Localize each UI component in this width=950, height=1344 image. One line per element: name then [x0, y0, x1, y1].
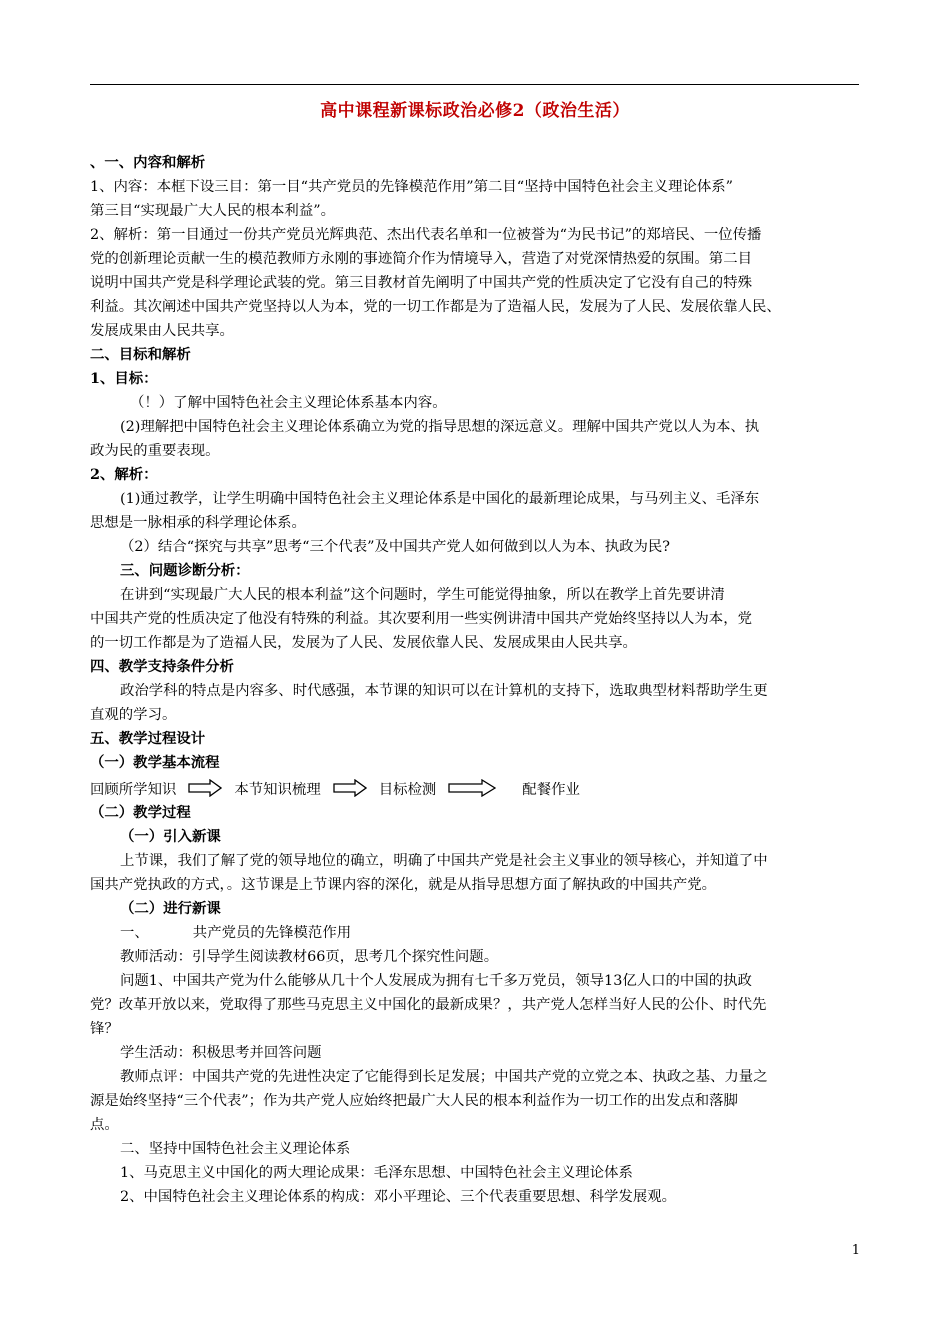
subheading-intro: （一）引入新课	[120, 828, 221, 845]
analysis-item-2: （2）结合“探究与共享”思考“三个代表”及中国共产党人如何做到以人为本、执政为民?	[120, 539, 670, 555]
section-heading-2: 二、目标和解析	[90, 346, 191, 363]
paragraph-line: 上节课，我们了解了党的领导地位的确立，明确了中国共产党是社会主义事业的领导核心，并知道了中	[120, 853, 768, 869]
paragraph-line: 思想是一脉相承的科学理论体系。	[90, 515, 306, 531]
document-body	[90, 151, 860, 1209]
teacher-comment: 教师点评：中国共产党的先进性决定了它能得到长足发展；中国共产党的立党之本、执政之基、力量之	[120, 1069, 768, 1085]
flow-step-4: 配餐作业	[522, 781, 580, 798]
subheading-goals: 1、目标：	[90, 370, 158, 387]
teaching-flow	[90, 775, 860, 801]
lesson-item-2-1: 1、马克思主义中国化的两大理论成果：毛泽东思想、中国特色社会主义理论体系	[120, 1165, 633, 1181]
section-heading-4: 四、教学支持条件分析	[90, 658, 234, 675]
paragraph-line: 政治学科的特点是内容多、时代感强，本节课的知识可以在计算机的支持下，选取典型材料帮助学生更	[120, 683, 768, 699]
paragraph-line: 说明中国共产党是科学理论武装的党。第三目教材首先阐明了中国共产党的性质决定了它没有自己的特殊	[90, 275, 752, 291]
right-arrow-icon	[188, 779, 222, 797]
subheading-analysis: 2、解析：	[90, 466, 158, 483]
section-heading-5: 五、教学过程设计	[90, 730, 206, 747]
lesson-item-1	[90, 921, 860, 945]
goal-item-1: （！）了解中国特色社会主义理论体系基本内容。	[130, 395, 447, 411]
paragraph-line: 点。	[90, 1117, 119, 1133]
paragraph-line: 政为民的重要表现。	[90, 443, 220, 459]
lesson-item-number: 一、	[120, 925, 149, 941]
paragraph-line: 2、解析：第一目通过一份共产党员光辉典范、杰出代表名单和一位被誉为“为民书记”的郑培民、一位传播	[90, 227, 762, 243]
page-number: 1	[851, 1243, 860, 1258]
header-rule	[90, 84, 859, 85]
paragraph-line: 的一切工作都是为了造福人民，发展为了人民、发展依靠人民、发展成果由人民共享。	[90, 635, 637, 651]
paragraph-line: 发展成果由人民共享。	[90, 323, 234, 339]
right-arrow-icon	[448, 779, 496, 797]
paragraph-line: 在讲到“实现最广大人民的根本利益”这个问题时，学生可能觉得抽象，所以在教学上首先要讲清	[120, 587, 725, 603]
flow-step-3: 目标检测	[378, 781, 437, 798]
lesson-item-2: 二、坚持中国特色社会主义理论体系	[120, 1141, 351, 1157]
flow-step-1: 回顾所学知识	[90, 781, 177, 798]
paragraph-line: 源是始终坚持“三个代表”；作为共产党人应始终把最广大人民的根本利益作为一切工作的出发点和落脚	[90, 1093, 738, 1109]
subheading-process: （二）教学过程	[90, 804, 191, 821]
paragraph-line: 利益。其次阐述中国共产党坚持以人为本，党的一切工作都是为了造福人民，发展为了人民、发展依靠人民、	[90, 299, 781, 315]
paragraph-line: 中国共产党的性质决定了他没有特殊的利益。其次要利用一些实例讲清中国共产党始终坚持以人为本，党	[90, 611, 752, 627]
right-arrow-icon	[333, 779, 367, 797]
paragraph-line: 锋？	[90, 1021, 119, 1037]
paragraph-line: 党？改革开放以来，党取得了那些马克思主义中国化的最新成果？，共产党人怎样当好人民的公仆、时代先	[90, 997, 767, 1013]
paragraph-line: 第三目“实现最广大人民的根本利益”。	[90, 203, 335, 219]
paragraph-line: 直观的学习。	[90, 707, 177, 723]
paragraph-line: 1、内容：本框下设三目：第一目“共产党员的先锋模范作用”第二目“坚持中国特色社会主义理论体系”	[90, 179, 733, 195]
subheading-flow: （一）教学基本流程	[90, 754, 220, 771]
document-title: 高中课程新课标政治必修2（政治生活）	[320, 101, 630, 121]
flow-step-2: 本节知识梳理	[234, 781, 321, 798]
subheading-new-lesson: （二）进行新课	[120, 900, 221, 917]
section-heading-1: 、一、内容和解析	[90, 154, 206, 171]
student-activity: 学生活动：积极思考并回答问题	[120, 1045, 322, 1061]
teacher-activity: 教师活动：引导学生阅读教材66页，思考几个探究性问题。	[120, 949, 499, 965]
analysis-item-1: (1)通过教学，让学生明确中国特色社会主义理论体系是中国化的最新理论成果，与马列主义、毛泽东	[120, 491, 760, 507]
section-heading-3: 三、问题诊断分析：	[120, 562, 250, 579]
goal-item-2: (2)理解把中国特色社会主义理论体系确立为党的指导思想的深远意义。理解中国共产党以人为本、执	[120, 419, 760, 435]
lesson-item-text: 共产党员的先锋模范作用	[192, 925, 352, 941]
paragraph-line: 国共产党执政的方式，。这节课是上节课内容的深化，就是从指导思想方面了解执政的中国共产党。	[90, 877, 716, 893]
question-1: 问题1、中国共产党为什么能够从几十个人发展成为拥有七千多万党员，领导13亿人口的中国的执政	[120, 973, 752, 989]
lesson-item-2-2: 2、中国特色社会主义理论体系的构成：邓小平理论、三个代表重要思想、科学发展观。	[120, 1189, 677, 1205]
paragraph-line: 党的创新理论贡献一生的模范教师方永刚的事迹简介作为情境导入，营造了对党深情热爱的氛围。第二目	[90, 251, 752, 267]
